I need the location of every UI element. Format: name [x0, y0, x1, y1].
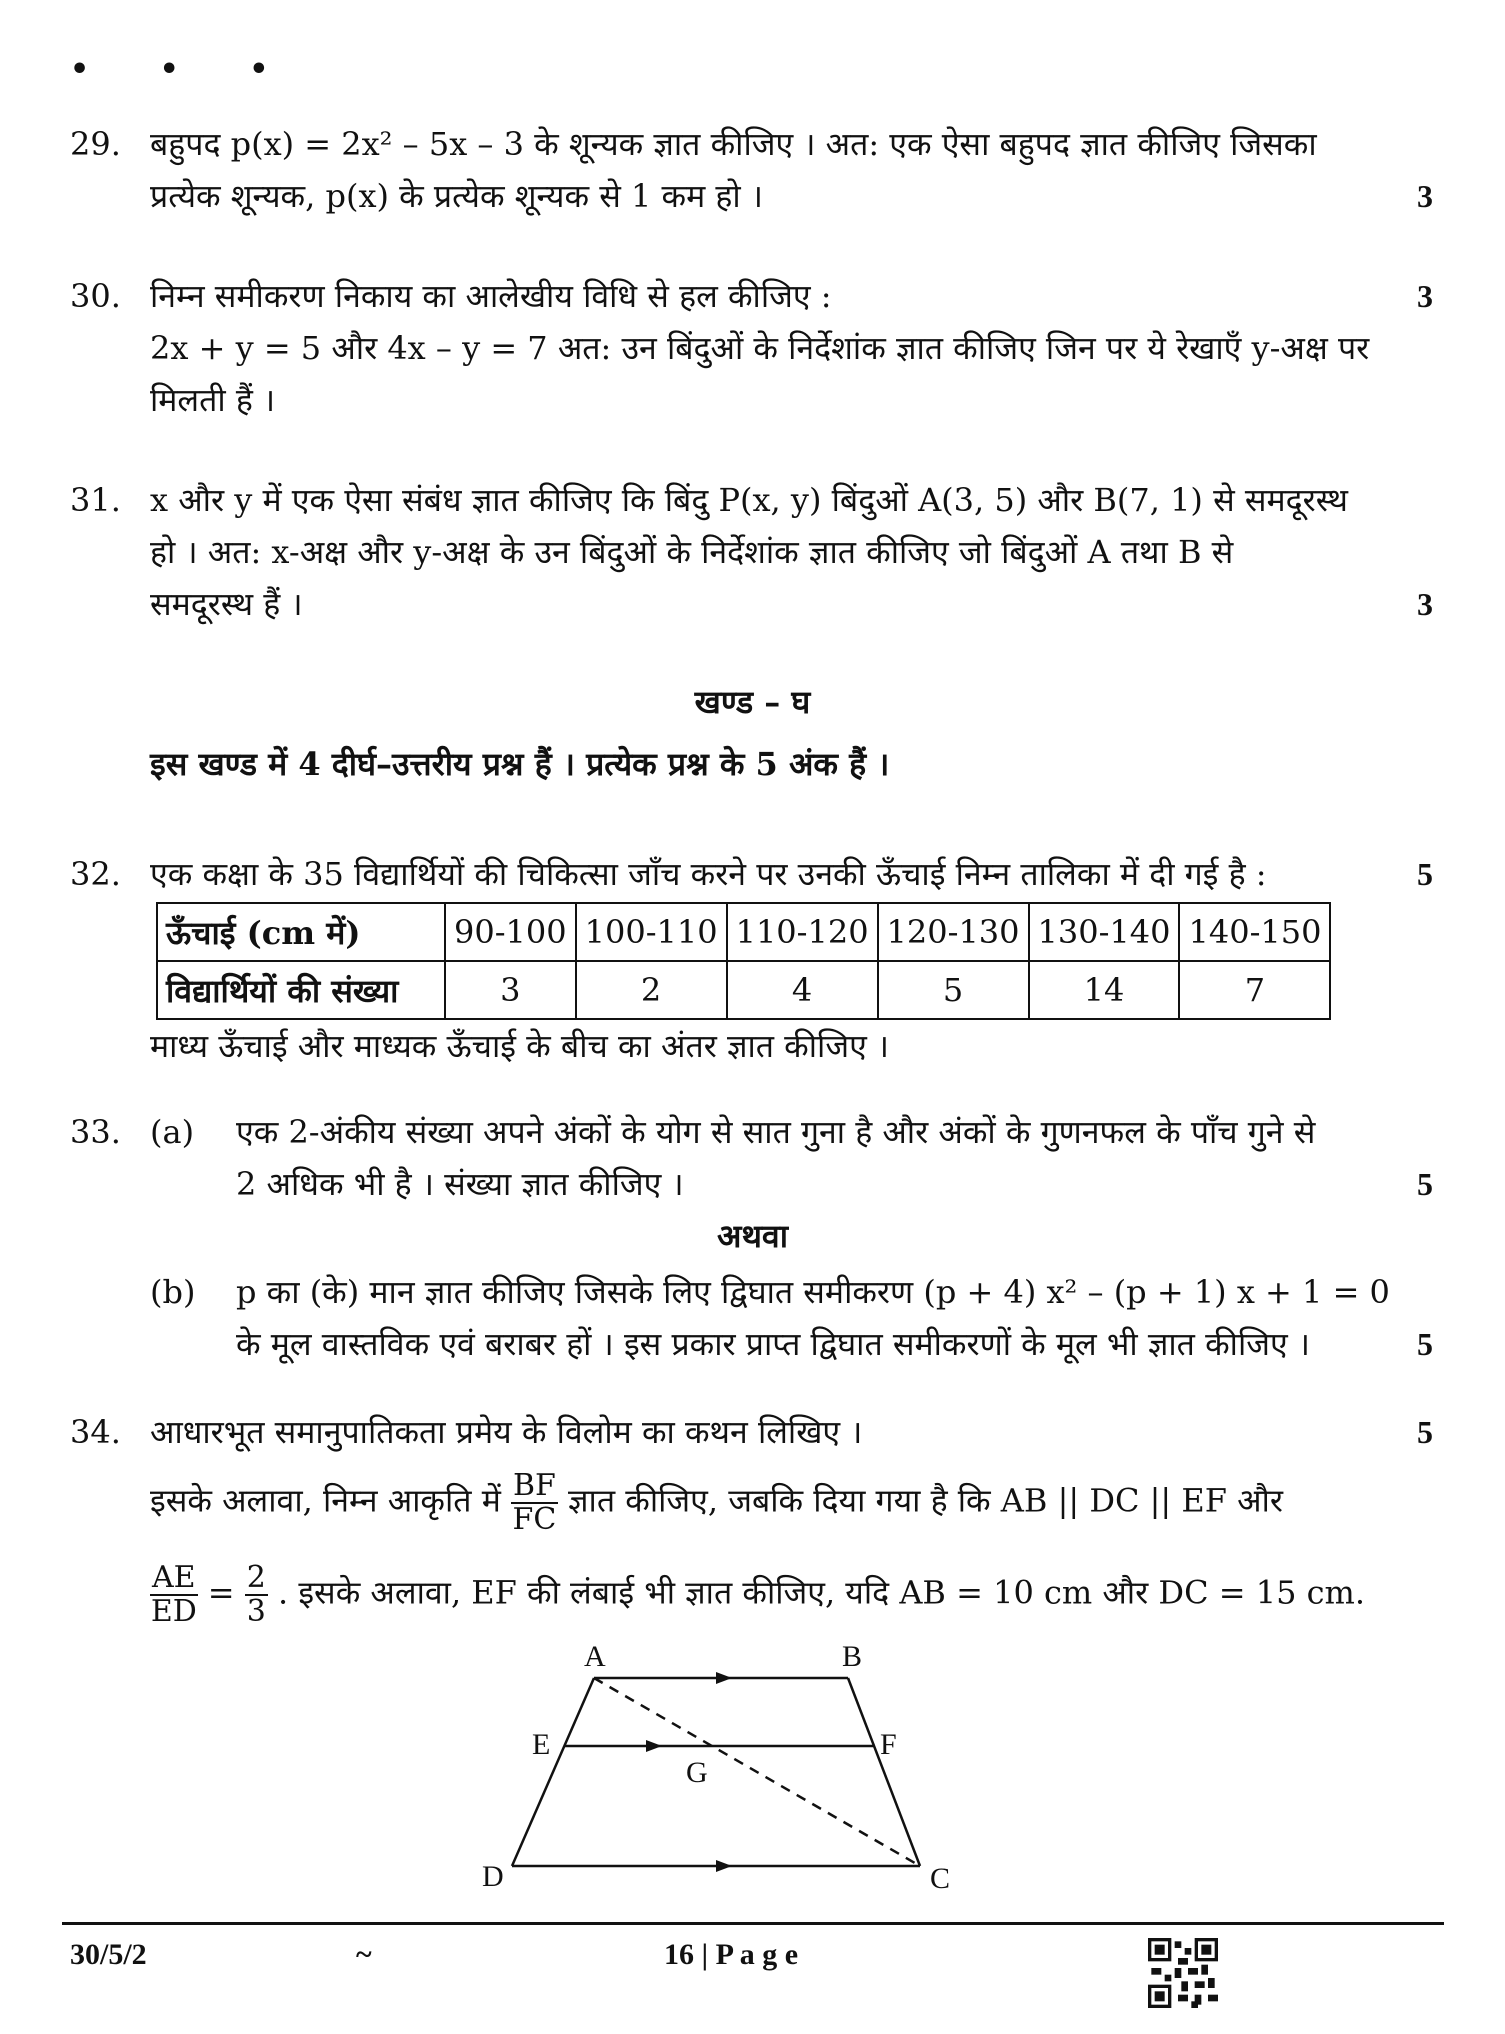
table-cell-label: विद्यार्थियों की संख्या	[157, 961, 445, 1019]
arrow-ef	[646, 1740, 662, 1752]
line-bc	[848, 1678, 920, 1866]
section-title: खण्ड – घ	[694, 683, 811, 721]
label-d: D	[482, 1860, 504, 1893]
q29-line2: प्रत्येक शून्यक, p(x) के प्रत्येक शून्यक से 1 कम हो ।	[150, 177, 763, 215]
q31-line1: x और y में एक ऐसा संबंध ज्ञात कीजिए कि बिंदु P(x, y) बिंदुओं A(3, 5) और B(7, 1) से समदूरस्थ	[150, 481, 1349, 519]
fraction-denominator: 3	[246, 1594, 266, 1629]
table-cell: 110-120	[727, 903, 878, 961]
q31-line3: समदूरस्थ हैं ।	[150, 585, 303, 623]
table-cell: 7	[1179, 961, 1330, 1019]
fraction-ae-ed	[150, 1562, 198, 1628]
q33a-line2: 2 अधिक भी है । संख्या ज्ञात कीजिए ।	[236, 1165, 684, 1203]
table-cell-label: ऊँचाई (cm में)	[157, 903, 445, 961]
table-cell: 90-100	[445, 903, 576, 961]
height-table	[156, 902, 1331, 1020]
fraction-denominator: ED	[150, 1594, 197, 1629]
table-cell: 100-110	[576, 903, 727, 961]
fraction-numerator: 2	[246, 1560, 266, 1595]
q30-line1: निम्न समीकरण निकाय का आलेखीय विधि से हल कीजिए :	[150, 277, 832, 315]
q30-line2: 2x + y = 5 और 4x – y = 7 अत: उन बिंदुओं के निर्देशांक ज्ञात कीजिए जिन पर ये रेखाएँ y-अक्ष पर	[150, 329, 1370, 367]
q33b-label: (b)	[150, 1273, 196, 1311]
q29-line1: बहुपद p(x) = 2x² – 5x – 3 के शून्यक ज्ञात कीजिए । अत: एक ऐसा बहुपद ज्ञात कीजिए जिसका	[150, 125, 1317, 163]
fraction-bf-fc	[511, 1470, 558, 1536]
q34-line1: आधारभूत समानुपातिकता प्रमेय के विलोम का कथन लिखिए ।	[150, 1413, 863, 1451]
qr-code-icon	[1148, 1938, 1218, 2008]
question-number-33: 33.	[70, 1113, 121, 1151]
q31-marks: 3	[1417, 586, 1433, 622]
q34-line2	[150, 1470, 1283, 1536]
section-instruction: इस खण्ड में 4 दीर्घ–उत्तरीय प्रश्न हैं । प्रत्येक प्रश्न के 5 अंक हैं ।	[150, 745, 890, 783]
arrow-dc	[716, 1860, 732, 1872]
q30-line3: मिलती हैं ।	[150, 381, 276, 419]
table-cell: 5	[878, 961, 1029, 1019]
line-ad	[512, 1678, 594, 1866]
page-number: 16 | P a g e	[664, 1938, 799, 1971]
q33a-marks: 5	[1417, 1166, 1433, 1202]
q34-line3-post: . इसके अलावा, EF की लंबाई भी ज्ञात कीजिए, यदि AB = 10 cm और DC = 15 cm.	[278, 1573, 1366, 1612]
label-e: E	[532, 1728, 551, 1761]
paper-code: 30/5/2	[70, 1938, 147, 1971]
arrow-ab	[716, 1672, 732, 1684]
table-cell: 120-130	[878, 903, 1029, 961]
label-b: B	[842, 1640, 863, 1673]
or-label: अथवा	[717, 1217, 788, 1255]
q32-marks: 5	[1417, 856, 1433, 892]
table-cell: 4	[727, 961, 878, 1019]
footer-divider	[62, 1922, 1444, 1925]
q33b-marks: 5	[1417, 1326, 1433, 1362]
question-number-34: 34.	[70, 1413, 121, 1451]
q33a-line1: एक 2-अंकीय संख्या अपने अंकों के योग से सात गुना है और अंकों के गुणनफल के पाँच गुने से	[236, 1113, 1316, 1151]
table-cell: 2	[576, 961, 727, 1019]
q30-marks: 3	[1417, 278, 1433, 314]
table-cell: 14	[1029, 961, 1180, 1019]
label-a: A	[584, 1640, 606, 1673]
q33a-label: (a)	[150, 1113, 195, 1151]
trapezium-figure	[470, 1630, 990, 1900]
fraction-numerator: AE	[152, 1560, 196, 1595]
q32-line1: एक कक्षा के 35 विद्यार्थियों की चिकित्सा जाँच करने पर उनकी ऊँचाई निम्न तालिका में दी गई है :	[150, 855, 1267, 893]
q34-line2-pre: इसके अलावा, निम्न आकृति में	[150, 1481, 501, 1520]
page-continuation-dots: • • •	[70, 52, 299, 87]
q34-line2-post: ज्ञात कीजिए, जबकि दिया गया है कि AB || DC || EF और	[568, 1481, 1283, 1520]
q29-marks: 3	[1417, 178, 1433, 214]
label-g: G	[686, 1756, 708, 1789]
table-row-heights	[157, 903, 1330, 961]
footer-tilde: ~	[356, 1938, 372, 1971]
question-number-29: 29.	[70, 125, 121, 163]
question-number-31: 31.	[70, 481, 121, 519]
q34-marks: 5	[1417, 1414, 1433, 1450]
table-cell: 3	[445, 961, 576, 1019]
label-c: C	[930, 1862, 951, 1895]
line-ac-dashed	[594, 1678, 920, 1866]
q31-line2: हो । अत: x-अक्ष और y-अक्ष के उन बिंदुओं के निर्देशांक ज्ञात कीजिए जो बिंदुओं A तथा B से	[150, 533, 1234, 571]
q34-line3	[150, 1562, 1365, 1628]
table-row-counts	[157, 961, 1330, 1019]
table-cell: 130-140	[1029, 903, 1180, 961]
fraction-numerator: BF	[513, 1468, 556, 1503]
fraction-two-thirds	[245, 1562, 268, 1628]
label-f: F	[880, 1728, 897, 1761]
fraction-denominator: FC	[512, 1502, 557, 1537]
q33b-line1: p का (के) मान ज्ञात कीजिए जिसके लिए द्विघात समीकरण (p + 4) x² – (p + 1) x + 1 = 0	[236, 1273, 1390, 1311]
q32-line2: माध्य ऊँचाई और माध्यक ऊँचाई के बीच का अंतर ज्ञात कीजिए ।	[150, 1027, 890, 1065]
q33b-line2: के मूल वास्तविक एवं बराबर हों । इस प्रकार प्राप्त द्विघात समीकरणों के मूल भी ज्ञात कीजिए ।	[236, 1325, 1310, 1363]
table-cell: 140-150	[1179, 903, 1330, 961]
question-number-30: 30.	[70, 277, 121, 315]
question-number-32: 32.	[70, 855, 121, 893]
equals-sign: =	[207, 1573, 235, 1612]
